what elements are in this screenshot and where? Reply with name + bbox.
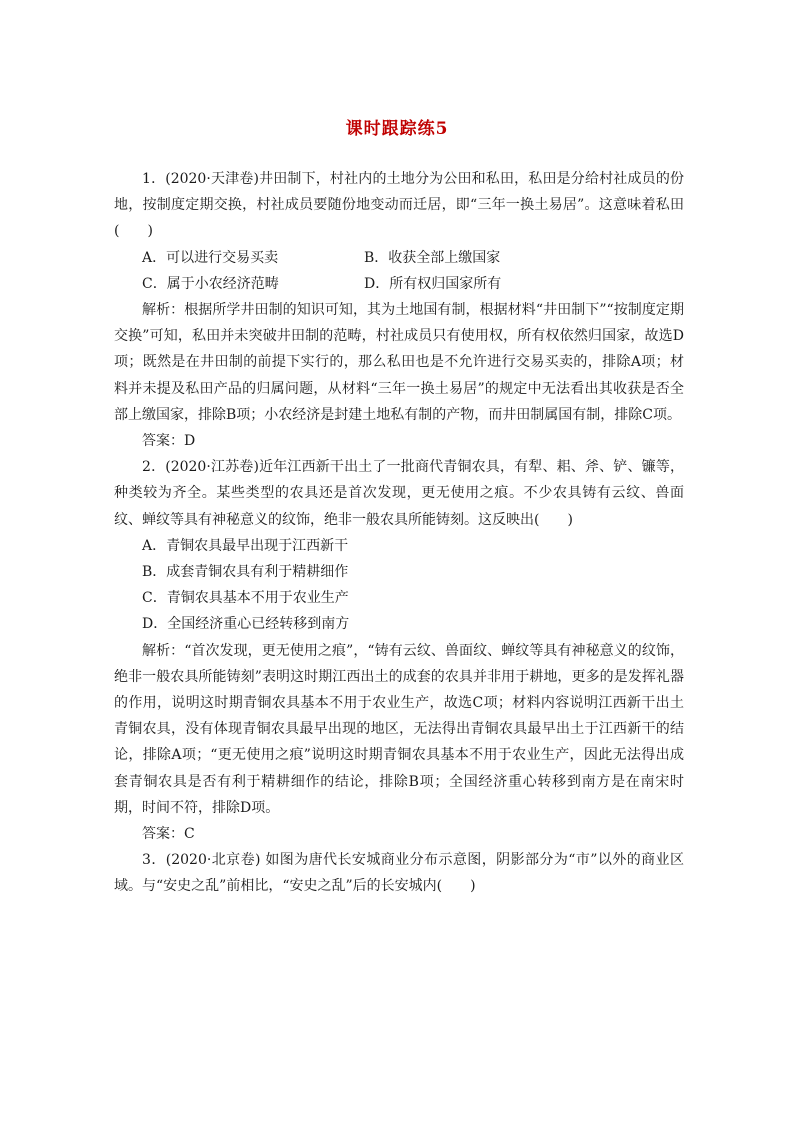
question-1-options-row-1	[114, 245, 684, 271]
question-2-option-a: A．青铜农具最早出现于江西新干	[142, 537, 349, 554]
question-1-option-b: B．收获全部上缴国家	[364, 249, 501, 266]
question-1-analysis: 解析：根据所学井田制的知识可知，其为土地国有制，根据材料“井田制下”“按制度定期交换”可知，私田并未突破井田制的范畴，村社成员只有使用权，所有权依然归国家，故选D项；既然是在井田制的前提下实行的，那么私田也是不允许进行交易买卖的，排除A项；材料并未提及私田产品的归属问题，从材料“三年一换土易居”的规定中无法看出其收获是否全部上缴国家，排除B项；小农经济是封建土地私有制的产物，而井田制属国有制，排除C项。	[114, 302, 684, 423]
question-1-options-row-2	[114, 271, 684, 297]
question-2-stem: 2．(2020·江苏卷)近年江西新干出土了一批商代青铜农具，有犁、耜、斧、铲、镰等，种类较为齐全。某些类型的农具还是首次发现，更无使用之痕。不少农具铸有云纹、兽面纹、蝉纹等具有神秘意义的纹饰，绝非一般农具所能铸刻。这反映出( )	[114, 459, 684, 528]
question-2-option-b: B．成套青铜农具有利于精耕细作	[142, 564, 349, 581]
question-1-stem: 1．(2020·天津卷)井田制下，村社内的土地分为公田和私田，私田是分给村社成员的份地，按制度定期交换，村社成员要随份地变动而迁居，即“三年一换土易居”。这意味着私田( )	[114, 171, 684, 240]
question-1-option-d: D．所有权归国家所有	[364, 275, 502, 292]
question-2-option-d: D．全国经济重心已经转移到南方	[142, 616, 350, 633]
document-body	[114, 166, 684, 900]
question-3-stem: 3．(2020·北京卷) 如图为唐代长安城商业分布示意图，阴影部分为“市”以外的商业区域。与“安史之乱”前相比，“安史之乱”后的长安城内( )	[114, 852, 684, 895]
question-1-answer: 答案：D	[142, 433, 196, 450]
question-2-answer: 答案：C	[142, 826, 195, 843]
question-1-option-c: C．属于小农经济范畴	[142, 275, 279, 292]
question-2-option-c: C．青铜农具基本不用于农业生产	[142, 590, 349, 607]
page-title: 课时跟踪练5	[345, 119, 449, 139]
question-2-analysis: 解析：“首次发现，更无使用之痕”，“铸有云纹、兽面纹、蝉纹等具有神秘意义的纹饰，绝非一般农具所能铸刻”表明这时期江西出土的成套的农具并非用于耕地，更多的是发挥礼器的作用，说明这时期青铜农具基本不用于农业生产，故选C项；材料内容说明江西新干出土青铜农具，没有体现青铜农具最早出现的地区，无法得出青铜农具最早出土于江西新干的结论，排除A项；“更无使用之痕”说明这时期青铜农具基本不用于农业生产，因此无法得出成套青铜农具是否有利于精耕细作的结论，排除B项；全国经济重心转移到南方是在南宋时期，时间不符，排除D项。	[114, 642, 684, 816]
question-1-option-a: A．可以进行交易买卖	[142, 249, 279, 266]
